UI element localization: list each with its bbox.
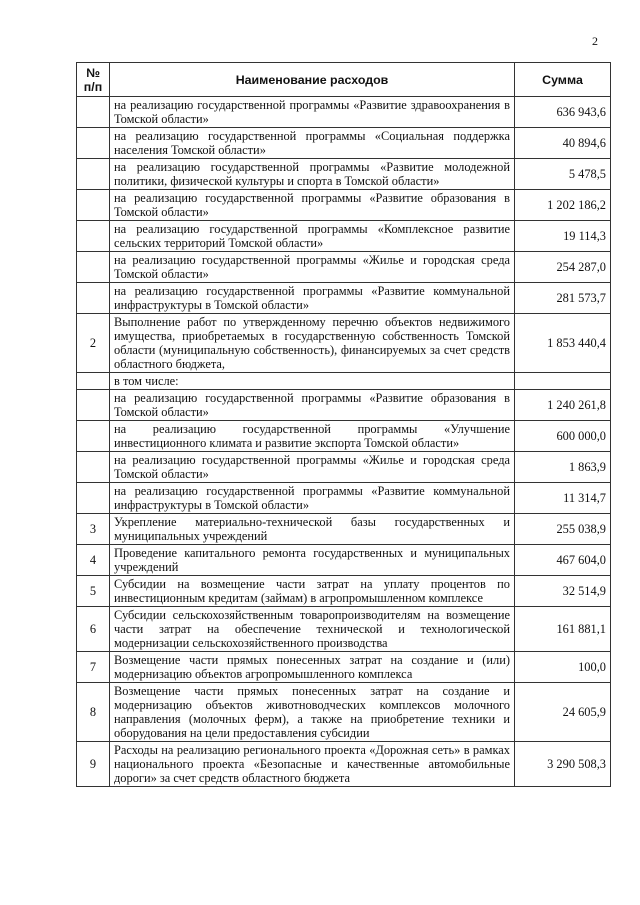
row-number-cell (77, 159, 110, 190)
row-description-cell: на реализацию государственной программы «Развитие коммунальной инфраструктуры в Томской области» (110, 283, 515, 314)
row-sum-cell: 1 853 440,4 (515, 314, 611, 373)
column-header-sum: Сумма (515, 63, 611, 97)
row-number-cell: 5 (77, 576, 110, 607)
column-header-number-sign: № (86, 65, 100, 80)
row-number-cell: 7 (77, 652, 110, 683)
column-header-number-abbr: п/п (83, 79, 103, 94)
row-sum-cell: 24 605,9 (515, 683, 611, 742)
row-description-cell: Возмещение части прямых понесенных затрат на создание и (или) модернизацию объектов агропромышленного комплекса (110, 652, 515, 683)
page-number: 2 (592, 34, 598, 48)
table-row (77, 683, 611, 742)
row-number-cell (77, 452, 110, 483)
row-description-cell: на реализацию государственной программы «Развитие коммунальной инфраструктуры в Томской области» (110, 483, 515, 514)
row-description-cell: в том числе: (110, 373, 515, 390)
table-row (77, 652, 611, 683)
row-sum-cell: 254 287,0 (515, 252, 611, 283)
row-number-cell: 3 (77, 514, 110, 545)
row-description-cell: Возмещение части прямых понесенных затрат на создание и модернизацию объектов животноводческих комплексов молочного направления (молочных ферм), а также на приобретение техники и оборудования на цели предоставления субсидии (110, 683, 515, 742)
row-description-cell: на реализацию государственной программы «Комплексное развитие сельских территорий Томской области» (110, 221, 515, 252)
row-number-cell: 6 (77, 607, 110, 652)
table-row (77, 576, 611, 607)
table-body (77, 97, 611, 787)
table-row (77, 283, 611, 314)
row-number-cell: 8 (77, 683, 110, 742)
row-number-cell (77, 483, 110, 514)
column-header-name: Наименование расходов (110, 63, 515, 97)
row-description-cell: Субсидии сельскохозяйственным товаропроизводителям на возмещение части затрат на обеспечение технической и технологической модернизации сельскохозяйственного производства (110, 607, 515, 652)
row-description-cell: на реализацию государственной программы «Улучшение инвестиционного климата и развитие экспорта Томской области» (110, 421, 515, 452)
row-sum-cell: 1 202 186,2 (515, 190, 611, 221)
row-number-cell (77, 390, 110, 421)
table-row (77, 483, 611, 514)
row-sum-cell: 600 000,0 (515, 421, 611, 452)
row-sum-cell: 32 514,9 (515, 576, 611, 607)
row-sum-cell: 636 943,6 (515, 97, 611, 128)
column-header-number (77, 63, 110, 97)
row-description-cell: на реализацию государственной программы «Жилье и городская среда Томской области» (110, 252, 515, 283)
row-number-cell: 4 (77, 545, 110, 576)
table-row (77, 607, 611, 652)
row-sum-cell: 3 290 508,3 (515, 742, 611, 787)
row-sum-cell: 19 114,3 (515, 221, 611, 252)
table-row (77, 159, 611, 190)
row-sum-cell (515, 373, 611, 390)
table-row (77, 221, 611, 252)
row-number-cell (77, 252, 110, 283)
row-number-cell (77, 373, 110, 390)
row-sum-cell: 5 478,5 (515, 159, 611, 190)
row-number-cell: 2 (77, 314, 110, 373)
row-description-cell: на реализацию государственной программы «Развитие образования в Томской области» (110, 190, 515, 221)
table-row (77, 252, 611, 283)
table-header-row (77, 63, 611, 97)
row-sum-cell: 1 240 261,8 (515, 390, 611, 421)
row-sum-cell: 100,0 (515, 652, 611, 683)
row-description-cell: на реализацию государственной программы «Жилье и городская среда Томской области» (110, 452, 515, 483)
table-row (77, 514, 611, 545)
table-row (77, 373, 611, 390)
row-sum-cell: 11 314,7 (515, 483, 611, 514)
table-row (77, 452, 611, 483)
row-description-cell: на реализацию государственной программы «Развитие здравоохранения в Томской области» (110, 97, 515, 128)
table-row (77, 190, 611, 221)
row-description-cell: Субсидии на возмещение части затрат на уплату процентов по инвестиционным кредитам (займам) в агропромышленном комплексе (110, 576, 515, 607)
table-row (77, 421, 611, 452)
row-sum-cell: 161 881,1 (515, 607, 611, 652)
table-row (77, 390, 611, 421)
row-number-cell (77, 283, 110, 314)
row-number-cell (77, 97, 110, 128)
table-row (77, 545, 611, 576)
row-description-cell: на реализацию государственной программы «Развитие молодежной политики, физической культуры и спорта в Томской области» (110, 159, 515, 190)
expenses-table (76, 62, 611, 787)
table-row (77, 314, 611, 373)
row-number-cell (77, 421, 110, 452)
row-description-cell: на реализацию государственной программы «Развитие образования в Томской области» (110, 390, 515, 421)
row-sum-cell: 40 894,6 (515, 128, 611, 159)
table-row (77, 742, 611, 787)
row-description-cell: Расходы на реализацию регионального проекта «Дорожная сеть» в рамках национального проекта «Безопасные и качественные автомобильные дороги» за счет средств областного бюджета (110, 742, 515, 787)
row-description-cell: Укрепление материально-технической базы государственных и муниципальных учреждений (110, 514, 515, 545)
row-sum-cell: 467 604,0 (515, 545, 611, 576)
row-number-cell (77, 128, 110, 159)
row-description-cell: Проведение капитального ремонта государственных и муниципальных учреждений (110, 545, 515, 576)
table-row (77, 128, 611, 159)
table-row (77, 97, 611, 128)
row-description-cell: Выполнение работ по утвержденному перечню объектов недвижимого имущества, приобретаемых в государственную собственность Томской области (муниципальную собственность), финансируемых за счет средств областного бюджета, (110, 314, 515, 373)
row-number-cell: 9 (77, 742, 110, 787)
row-sum-cell: 255 038,9 (515, 514, 611, 545)
row-sum-cell: 1 863,9 (515, 452, 611, 483)
row-sum-cell: 281 573,7 (515, 283, 611, 314)
row-description-cell: на реализацию государственной программы «Социальная поддержка населения Томской области» (110, 128, 515, 159)
row-number-cell (77, 190, 110, 221)
row-number-cell (77, 221, 110, 252)
